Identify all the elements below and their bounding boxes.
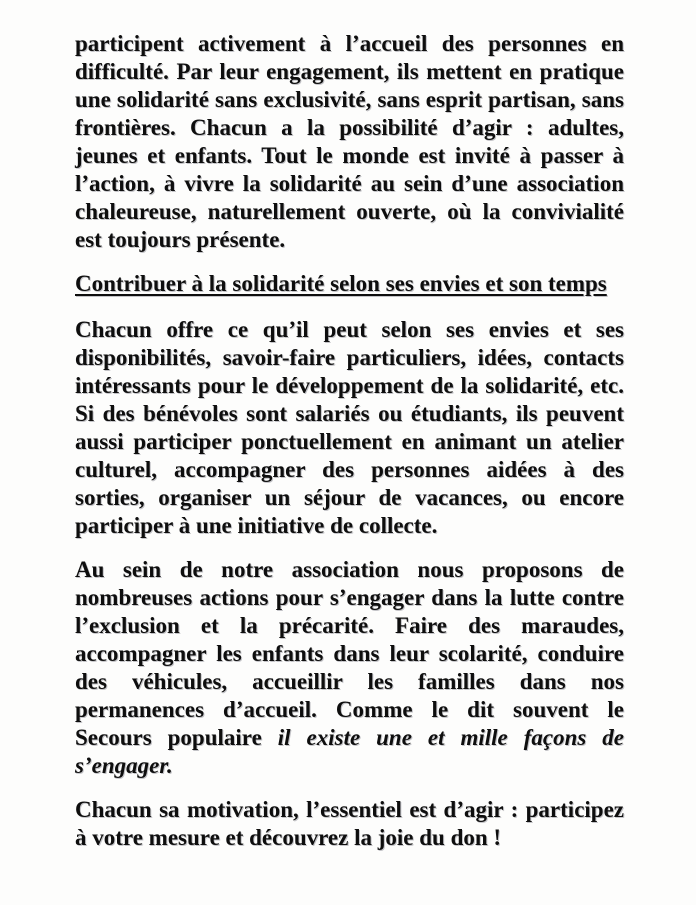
body-paragraph-1: Chacun offre ce qu’il peut selon ses envies et ses disponibilités, savoir-faire particuliers, idées, contacts intéressants pour le développement de la solidarité, etc. Si des bénévoles sont salariés ou étudiants, ils peuvent aussi participer ponctuellement en animant un atelier culturel, accompagner des personnes aidées à des sorties, organiser un séjour de vacances, ou encore participer à une initiative de collecte. — [75, 317, 624, 538]
closing-paragraph: Chacun sa motivation, l’essentiel est d’agir : participez à votre mesure et découvrez la joie du don ! — [75, 797, 624, 850]
intro-paragraph: participent activement à l’accueil des personnes en difficulté. Par leur engagement, ils mettent en pratique une solidarité sans exclusivité, sans esprit partisan, sans frontières. Chacun a la possibilité d’agir : adultes, jeunes et enfants. Tout le monde est invité à passer à l’action, à vivre la solidarité au sein d’une association chaleureuse, naturellement ouverte, où la convivialité est toujours présente. — [75, 31, 624, 252]
body-paragraph-2-italic-quote: il existe une et mille façons de s’engager. — [75, 725, 624, 778]
body-paragraph-2 — [75, 556, 624, 780]
section-heading: Contribuer à la solidarité selon ses envies et son temps — [75, 271, 607, 296]
body-paragraph-2-text: Au sein de notre association nous proposons de nombreuses actions pour s’engager dans la lutte contre l’exclusion et la précarité. Faire des maraudes, accompagner les enfants dans leur scolarité, conduire des véhicules, accueillir les familles dans nos permanences d’accueil. Comme le dit souvent le Secours populaire — [75, 557, 624, 750]
